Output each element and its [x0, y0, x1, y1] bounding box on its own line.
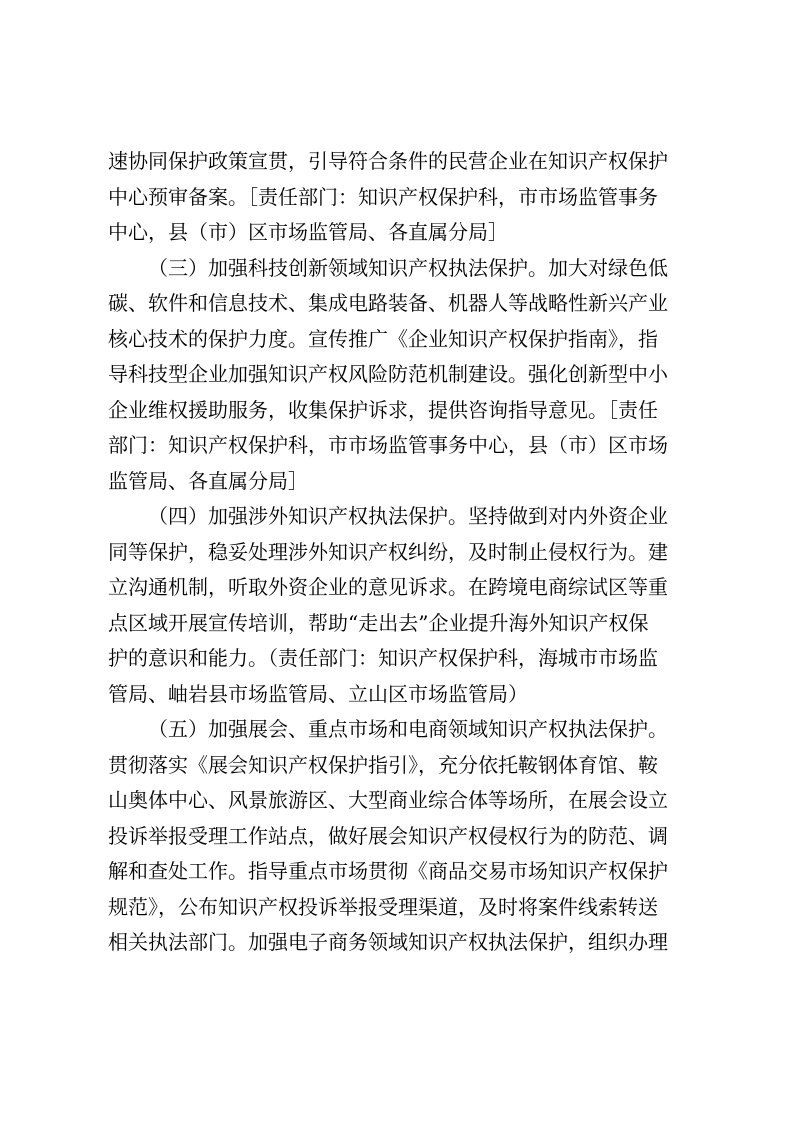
text-line: 贯彻落实《展会知识产权保护指引》，充分依托鞍钢体育馆、鞍 — [108, 752, 658, 777]
text-line: 中心预审备案。［责任部门：知识产权保护科，市市场监管事务 — [108, 184, 658, 209]
text-line: 投诉举报受理工作站点，做好展会知识产权侵权行为的防范、调 — [108, 823, 668, 848]
text-line: 速协同保护政策宣贯，引导符合条件的民营企业在知识产权保护 — [108, 149, 668, 173]
text-line: 导科技型企业加强知识产权风险防范机制建设。强化创新型中小 — [108, 362, 668, 386]
text-line: 碳、软件和信息技术、集成电路装备、机器人等战略性新兴产业 — [108, 291, 668, 315]
text-line: 护的意识和能力。（责任部门：知识产权保护科，海城市市场监 — [108, 646, 658, 670]
text-line: 监管局、各直属分局］ — [108, 468, 308, 493]
section-heading-line: （四）加强涉外知识产权执法保护。坚持做到对内外资企业 — [148, 504, 668, 528]
text-line: 同等保护，稳妥处理涉外知识产权纠纷，及时制止侵权行为。建 — [108, 539, 668, 564]
text-line: 立沟通机制，听取外资企业的意见诉求。在跨境电商综试区等重 — [108, 575, 668, 599]
section-heading-line: （三）加强科技创新领域知识产权执法保护。加大对绿色低 — [148, 255, 668, 280]
text-line: 规范》，公布知识产权投诉举报受理渠道，及时将案件线索转送 — [108, 894, 658, 919]
text-line: 中心，县（市）区市场监管局、各直属分局］ — [108, 220, 508, 244]
text-line: 相关执法部门。加强电子商务领域知识产权执法保护，组织办理 — [108, 930, 668, 954]
text-line: 解和查处工作。指导重点市场贯彻《商品交易市场知识产权保护 — [108, 859, 668, 883]
text-line: 核心技术的保护力度。宣传推广《企业知识产权保护指南》，指 — [108, 326, 658, 351]
section-heading-line: （五）加强展会、重点市场和电商领域知识产权执法保护。 — [148, 717, 668, 741]
text-line: 管局、岫岩县市场监管局、立山区市场监管局） — [108, 681, 528, 706]
text-line: 点区域开展宣传培训，帮助“走出去”企业提升海外知识产权保 — [108, 610, 649, 635]
body-text — [108, 144, 688, 961]
text-line: 企业维权援助服务，收集保护诉求，提供咨询指导意见。［责任 — [108, 397, 658, 422]
text-line: 山奥体中心、风景旅游区、大型商业综合体等场所，在展会设立 — [108, 788, 668, 812]
text-line: 部门：知识产权保护科，市市场监管事务中心，县（市）区市场 — [108, 433, 668, 457]
